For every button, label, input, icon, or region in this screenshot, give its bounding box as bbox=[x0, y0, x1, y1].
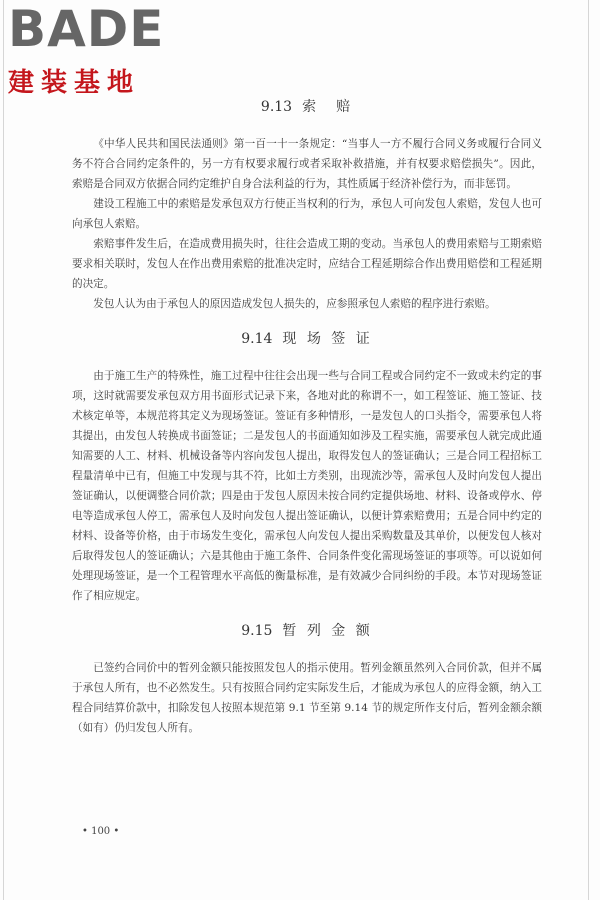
paragraph: 《中华人民共和国民法通则》第一百一十一条规定：“当事人一方不履行合同义务或履行合同义务不符合合同约定条件的，另一方有权要求履行或者采取补救措施，并有权要求赔偿损失”。因此，索赔是合同双方依据合同约定维护自身合法利益的行为，其性质属于经济补偿行为，而非惩罚。 bbox=[72, 138, 542, 190]
paragraph: 索赔事件发生后，在造成费用损失时，往往会造成工期的变动。当承包人的费用索赔与工期索赔要求相关联时，发包人在作出费用索赔的批准决定时，应结合工程延期综合作出费用赔偿和工程延期的决定。 bbox=[72, 238, 542, 290]
section-title-claims bbox=[72, 96, 542, 116]
scan-edge-right bbox=[588, 0, 589, 900]
paragraph: 已签约合同价中的暂列金额只能按照发包人的指示使用。暂列金额虽然列入合同价款，但并不属于承包人所有，也不必然发生。只有按照合同约定实际发生后，才能成为承包人的应得金额，纳入工程合同结算价款中，扣除发包人按照本规范第 9.1 节至第 9.14 节的规定所作支付后，暂列金额余额（如有）仍归发包人所有。 bbox=[72, 662, 542, 734]
section-number: 9.15 bbox=[241, 623, 273, 639]
section-title: 暂 列 金 额 bbox=[282, 623, 373, 639]
paragraph: 发包人认为由于承包人的原因造成发包人损失的，应参照承包人索赔的程序进行索赔。 bbox=[93, 298, 496, 310]
section-title-provisional-sum bbox=[72, 620, 542, 640]
section-title: 现 场 签 证 bbox=[282, 331, 373, 347]
section-number: 9.13 bbox=[260, 99, 293, 115]
scan-edge-left bbox=[3, 0, 4, 900]
paragraph: 建设工程施工中的索赔是发承包双方行使正当权利的行为，承包人可向发包人索赔，发包人也可向承包人索赔。 bbox=[72, 198, 542, 230]
section-title-site-visa bbox=[72, 328, 542, 348]
logo-subtitle: 建装基地 bbox=[8, 68, 141, 98]
brand-logo bbox=[8, 0, 178, 99]
logo-wordmark: BADE bbox=[8, 0, 165, 58]
section-title: 索 赔 bbox=[302, 99, 354, 115]
page-body bbox=[72, 96, 542, 738]
paragraph: 由于施工生产的特殊性，施工过程中往往会出现一些与合同工程或合同约定不一致或未约定的事项，这时就需要发承包双方用书面形式记录下来，各地对此的称谓不一，如工程签证、施工签证、技术核定单等，本规范将其定义为现场签证。签证有多种情形，一是发包人的口头指令，需要承包人将其提出，由发包人转换成书面签证；二是发包人的书面通知如涉及工程实施，需要承包人就完成此通知需要的人工、材料、机械设备等内容向发包人提出，取得发包人的签证确认；三是合同工程招标工程量清单中已有，但施工中发现与其不符，比如土方类别，出现流沙等，需承包人及时向发包人提出签证确认，以便调整合同价款；四是由于发包人原因未按合同约定提供场地、材料、设备或停水、停电等造成承包人停工，需承包人及时向发包人提出签证确认，以便计算索赔费用；五是合同中约定的材料、设备等价格，由于市场发生变化，需承包人向发包人提出采购数量及其单价，以便发包人核对后取得发包人的签证确认；六是其他由于施工条件、合同条件变化需现场签证的事项等。可以说如何处理现场签证，是一个工程管理水平高低的衡量标准，是有效减少合同纠纷的手段。本节对现场签证作了相应规定。 bbox=[72, 370, 542, 602]
section-number: 9.14 bbox=[241, 331, 273, 347]
page-number: • 100 • bbox=[82, 826, 120, 837]
